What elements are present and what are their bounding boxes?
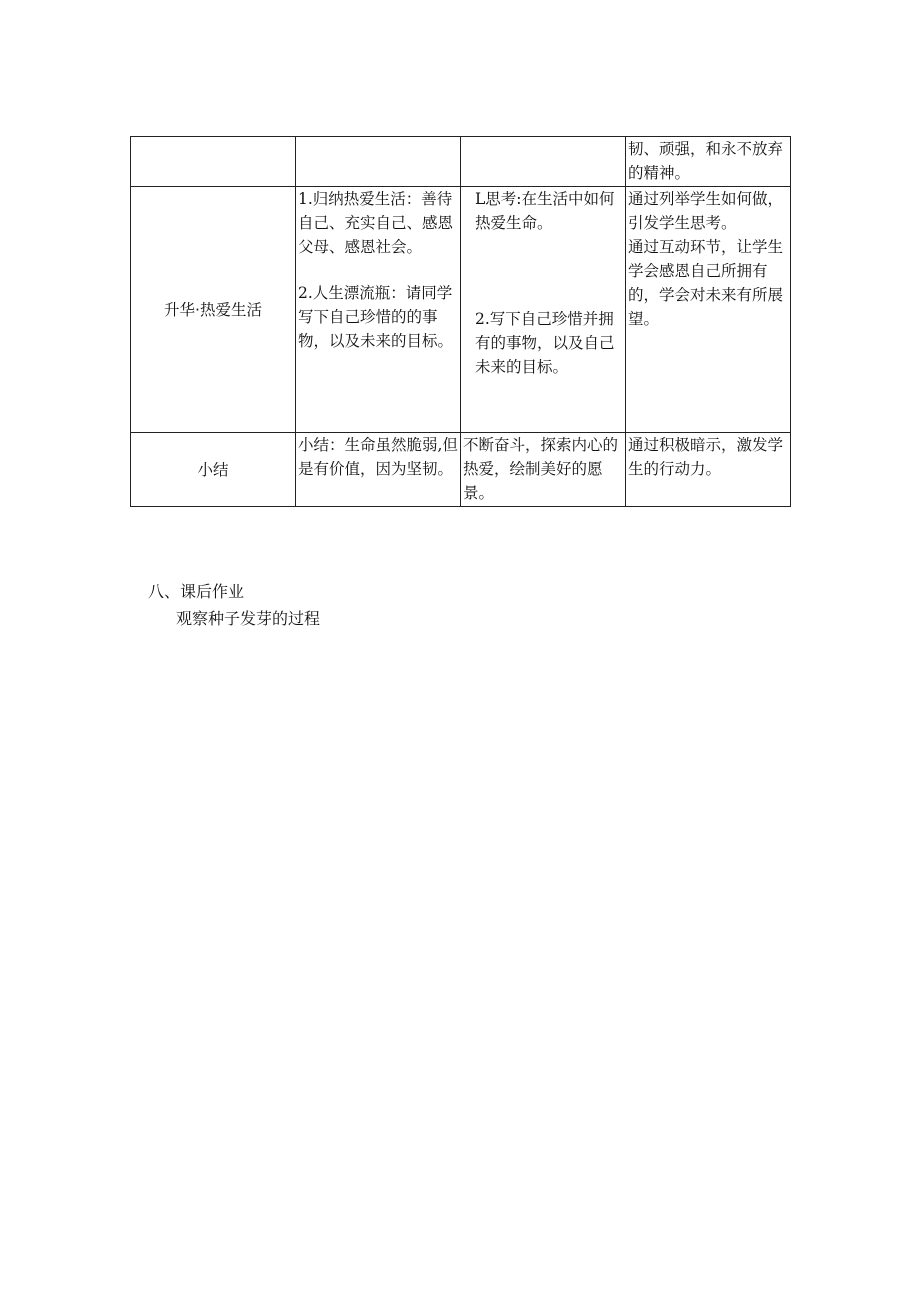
lesson-plan-table xyxy=(130,136,791,507)
design-intent-cell: 韧、顽强，和永不放弃的精神。 xyxy=(626,137,791,187)
table-row xyxy=(131,187,791,433)
design-intent-cell xyxy=(626,187,791,433)
student-activity-item: L思考:在生活中如何热爱生命。 xyxy=(475,190,615,232)
table-row xyxy=(131,137,791,187)
stage-cell xyxy=(131,137,296,187)
table-row xyxy=(131,433,791,507)
stage-cell: 升华·热爱生活 xyxy=(131,187,296,433)
homework-content: 观察种子发芽的过程 xyxy=(176,609,321,628)
stage-cell: 小结 xyxy=(131,433,296,507)
student-activity-cell xyxy=(461,187,626,433)
teacher-activity-item: 2.人生漂流瓶：请同学写下自己珍惜的的事物，以及未来的目标。 xyxy=(298,284,454,350)
teacher-activity-cell: 小结：生命虽然脆弱,但是有价值，因为坚韧。 xyxy=(296,433,461,507)
teacher-activity-cell xyxy=(296,137,461,187)
student-activity-cell: 不断奋斗，探索内心的热爱，绘制美好的愿景。 xyxy=(461,433,626,507)
design-intent-item: 通过互动环节，让学生学会感恩自己所拥有的，学会对未来有所展望。 xyxy=(628,238,784,328)
design-intent-cell: 通过积极暗示，激发学生的行动力。 xyxy=(626,433,791,507)
student-activity-item: 2.写下自己珍惜并拥有的事物，以及自己未来的目标。 xyxy=(475,310,615,376)
teacher-activity-cell xyxy=(296,187,461,433)
teacher-activity-item: 1.归纳热爱生活：善待自己、充实自己、感恩父母、感恩社会。 xyxy=(298,190,454,256)
design-intent-item: 通过列举学生如何做，引发学生思考。 xyxy=(628,190,784,232)
student-activity-cell xyxy=(461,137,626,187)
homework-heading: 八、课后作业 xyxy=(148,582,245,601)
